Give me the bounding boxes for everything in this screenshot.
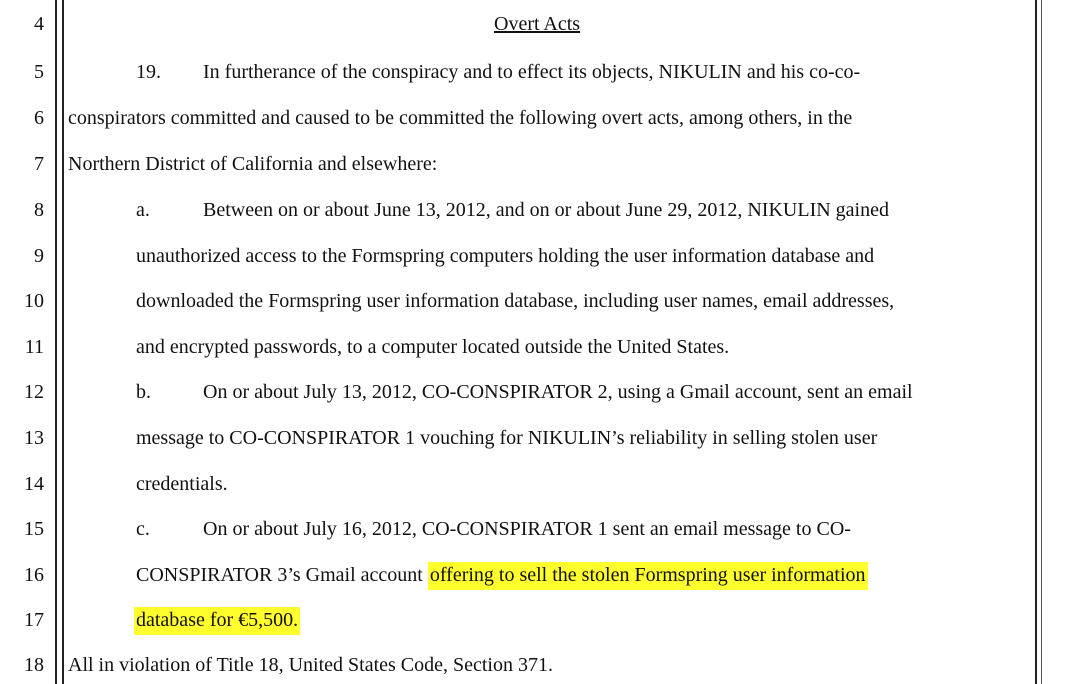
line-number: 14 (24, 473, 44, 495)
left-margin-rule-inner (62, 0, 64, 684)
line-number: 10 (24, 290, 44, 312)
highlighted-text: database for €5,500. (134, 607, 300, 635)
item-text: CONSPIRATOR 3’s Gmail account (136, 564, 428, 586)
item-text-line (134, 608, 300, 632)
line-number: 11 (24, 336, 44, 358)
highlighted-text: offering to sell the stolen Formspring user information (428, 562, 868, 590)
item-marker: a. (136, 199, 150, 221)
line-number: 17 (24, 609, 44, 631)
item-text-line (136, 563, 868, 587)
line-number: 18 (24, 654, 44, 676)
item-text: On or about July 16, 2012, CO-CONSPIRATOR 1 sent an email message to CO- (203, 518, 851, 540)
item-text: credentials. (136, 473, 228, 495)
item-text: unauthorized access to the Formspring computers holding the user information database and (136, 245, 875, 267)
paragraph-text: In furtherance of the conspiracy and to effect its objects, NIKULIN and his co-co- (203, 61, 861, 83)
item-text: message to CO-CONSPIRATOR 1 vouching for NIKULIN’s reliability in selling stolen user (136, 427, 878, 449)
paragraph-text: conspirators committed and caused to be committed the following overt acts, among others, in the (68, 107, 853, 129)
line-number: 7 (34, 153, 44, 175)
line-number: 8 (34, 199, 44, 221)
line-number: 12 (24, 381, 44, 403)
line-number: 15 (24, 518, 44, 540)
paragraph-number: 19. (136, 61, 161, 83)
paragraph-text: Northern District of California and elsewhere: (68, 153, 438, 175)
item-text: Between on or about June 13, 2012, and on or about June 29, 2012, NIKULIN gained (203, 199, 889, 221)
line-number: 13 (24, 427, 44, 449)
line-number: 9 (34, 245, 44, 267)
item-marker: b. (136, 381, 151, 403)
closing-text: All in violation of Title 18, United States Code, Section 371. (68, 654, 553, 676)
item-text: and encrypted passwords, to a computer located outside the United States. (136, 336, 730, 358)
right-margin-rule (1035, 0, 1037, 684)
item-marker: c. (136, 518, 150, 540)
line-number: 5 (34, 61, 44, 83)
line-number: 6 (34, 107, 44, 129)
left-margin-rule (55, 0, 57, 684)
item-text: On or about July 13, 2012, CO-CONSPIRATOR 2, using a Gmail account, sent an email (203, 381, 913, 403)
item-text: downloaded the Formspring user information database, including user names, email addresses, (136, 290, 895, 312)
line-number: 16 (24, 564, 44, 586)
right-margin-rule-outer (1041, 0, 1042, 684)
line-number: 4 (34, 13, 44, 35)
section-title: Overt Acts (494, 13, 581, 35)
